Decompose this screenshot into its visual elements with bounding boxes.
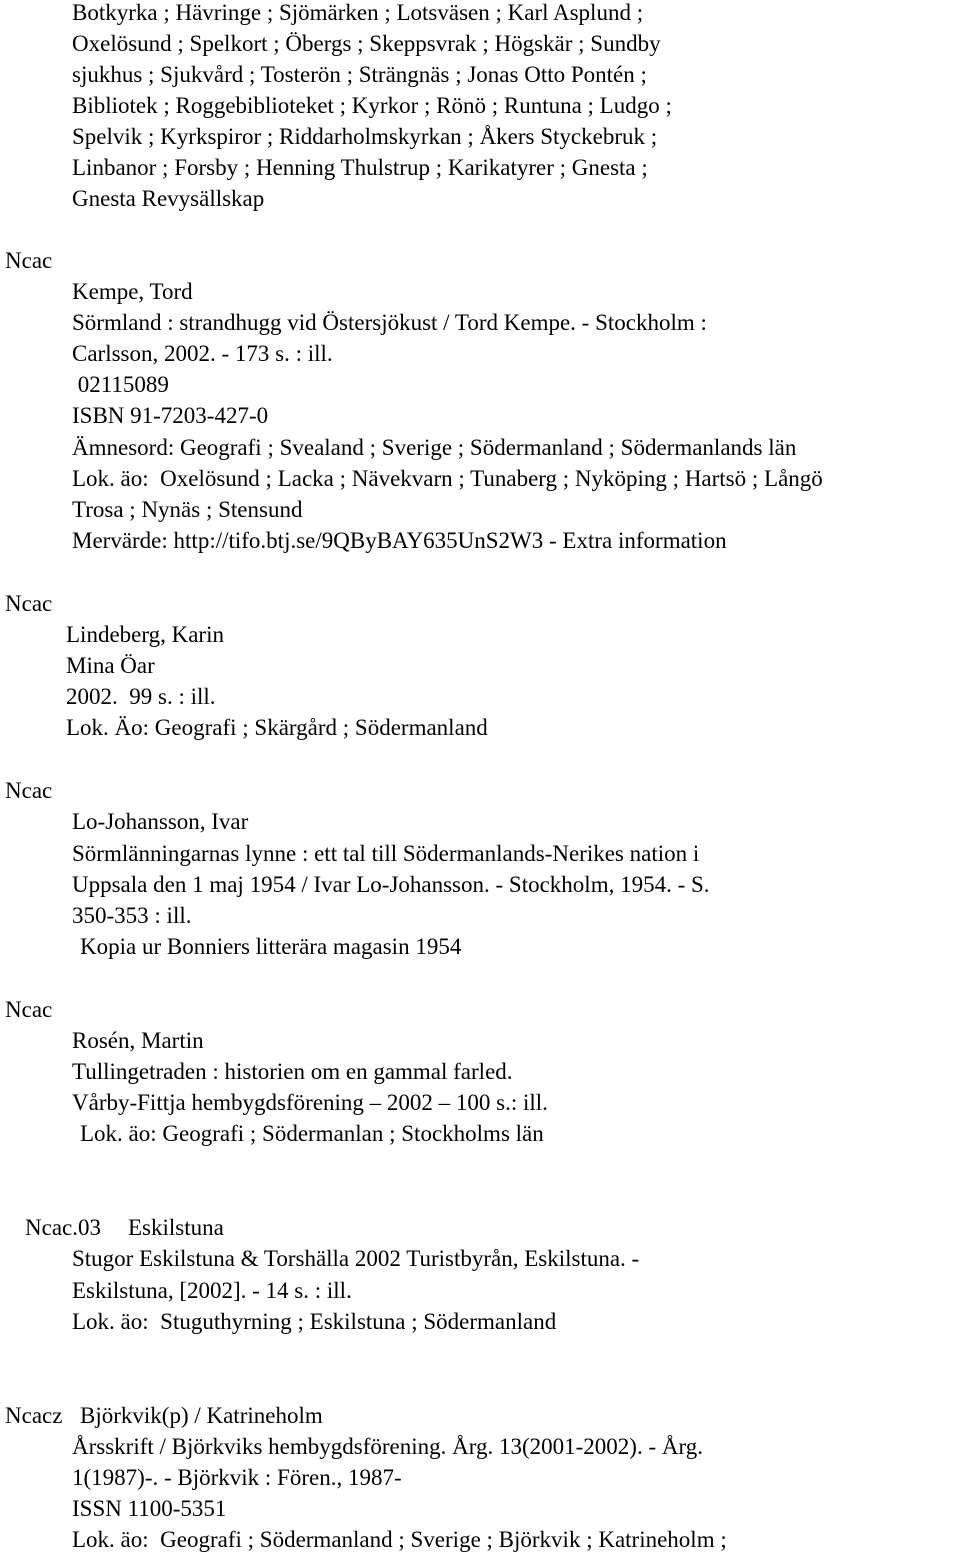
- text-line: Bibliotek ; Roggebiblioteket ; Kyrkor ; Rönö ; Runtuna ; Ludgo ;: [72, 93, 672, 118]
- entry-heading: Björkvik(p) / Katrineholm: [80, 1403, 323, 1428]
- entry-subjects: Ämnesord: Geografi ; Svealand ; Sverige ; Södermanland ; Södermanlands län: [72, 435, 797, 460]
- text-line: Botkyrka ; Hävringe ; Sjömärken ; Lotsväsen ; Karl Asplund ;: [72, 0, 644, 25]
- entry-record-number: 02115089: [72, 372, 169, 397]
- entry-isbn: ISBN 91-7203-427-0: [72, 403, 269, 428]
- entry-author: Rosén, Martin: [72, 1028, 204, 1053]
- entry-title: Sörmlänningarnas lynne : ett tal till Södermanlands-Nerikes nation i: [72, 841, 700, 866]
- entry-author: Kempe, Tord: [72, 279, 193, 304]
- entry-local-subjects: Lok. äo: Geografi ; Södermanlan ; Stockholms län: [80, 1121, 544, 1146]
- entry-publication: 1(1987)-. - Björkvik : Fören., 1987-: [72, 1465, 402, 1490]
- text-line: sjukhus ; Sjukvård ; Tosterön ; Strängnäs ; Jonas Otto Pontén ;: [72, 62, 647, 87]
- entry-extra-info-link[interactable]: Mervärde: http://tifo.btj.se/9QByBAY635UnS2W3 - Extra information: [72, 528, 727, 553]
- entry-heading: Eskilstuna: [128, 1215, 224, 1240]
- entry-publication: Carlsson, 2002. - 173 s. : ill.: [72, 341, 333, 366]
- entry-author: Lo-Johansson, Ivar: [72, 809, 249, 834]
- classification-code: Ncac: [5, 248, 53, 273]
- text-line: Oxelösund ; Spelkort ; Öbergs ; Skeppsvrak ; Högskär ; Sundby: [72, 31, 661, 56]
- entry-local-subjects: Lok. äo: Geografi ; Södermanland ; Sverige ; Björkvik ; Katrineholm ;: [72, 1527, 727, 1552]
- entry-issn: ISSN 1100-5351: [72, 1496, 227, 1521]
- entry-title: Sörmland : strandhugg vid Östersjökust / Tord Kempe. - Stockholm :: [72, 310, 707, 335]
- text-line: Linbanor ; Forsby ; Henning Thulstrup ; Karikatyrer ; Gnesta ;: [72, 155, 648, 180]
- entry-local-subjects-cont: Trosa ; Nynäs ; Stensund: [72, 497, 303, 522]
- entry-publication: 2002. 99 s. : ill.: [66, 684, 216, 709]
- classification-code: Ncac.03: [25, 1215, 101, 1240]
- entry-title-cont: Uppsala den 1 maj 1954 / Ivar Lo-Johansson. - Stockholm, 1954. - S.: [72, 872, 710, 897]
- text-line: Spelvik ; Kyrkspiror ; Riddarholmskyrkan ; Åkers Styckebruk ;: [72, 124, 658, 149]
- classification-code: Ncac: [5, 778, 53, 803]
- classification-code: Ncac: [5, 591, 53, 616]
- entry-local-subjects: Lok. äo: Oxelösund ; Lacka ; Nävekvarn ; Tunaberg ; Nyköping ; Hartsö ; Långö: [72, 466, 823, 491]
- entry-title: Mina Öar: [66, 653, 155, 678]
- entry-author: Lindeberg, Karin: [66, 622, 224, 647]
- entry-pages: 350-353 : ill.: [72, 903, 192, 928]
- entry-local-subjects: Lok. Äo: Geografi ; Skärgård ; Södermanland: [66, 715, 488, 740]
- entry-local-subjects: Lok. äo: Stuguthyrning ; Eskilstuna ; Södermanland: [72, 1309, 557, 1334]
- classification-code: Ncacz: [5, 1403, 63, 1428]
- entry-publication: Eskilstuna, [2002]. - 14 s. : ill.: [72, 1278, 352, 1303]
- entry-publication: Vårby-Fittja hembygdsförening – 2002 – 100 s.: ill.: [72, 1090, 548, 1115]
- entry-title: Tullingetraden : historien om en gammal farled.: [72, 1059, 513, 1084]
- classification-code: Ncac: [5, 997, 53, 1022]
- entry-title: Stugor Eskilstuna & Torshälla 2002 Turistbyrån, Eskilstuna. -: [72, 1246, 640, 1271]
- text-line: Gnesta Revysällskap: [72, 186, 265, 211]
- entry-title: Årsskrift / Björkviks hembygdsförening. Årg. 13(2001-2002). - Årg.: [72, 1434, 703, 1459]
- entry-note: Kopia ur Bonniers litterära magasin 1954: [80, 934, 462, 959]
